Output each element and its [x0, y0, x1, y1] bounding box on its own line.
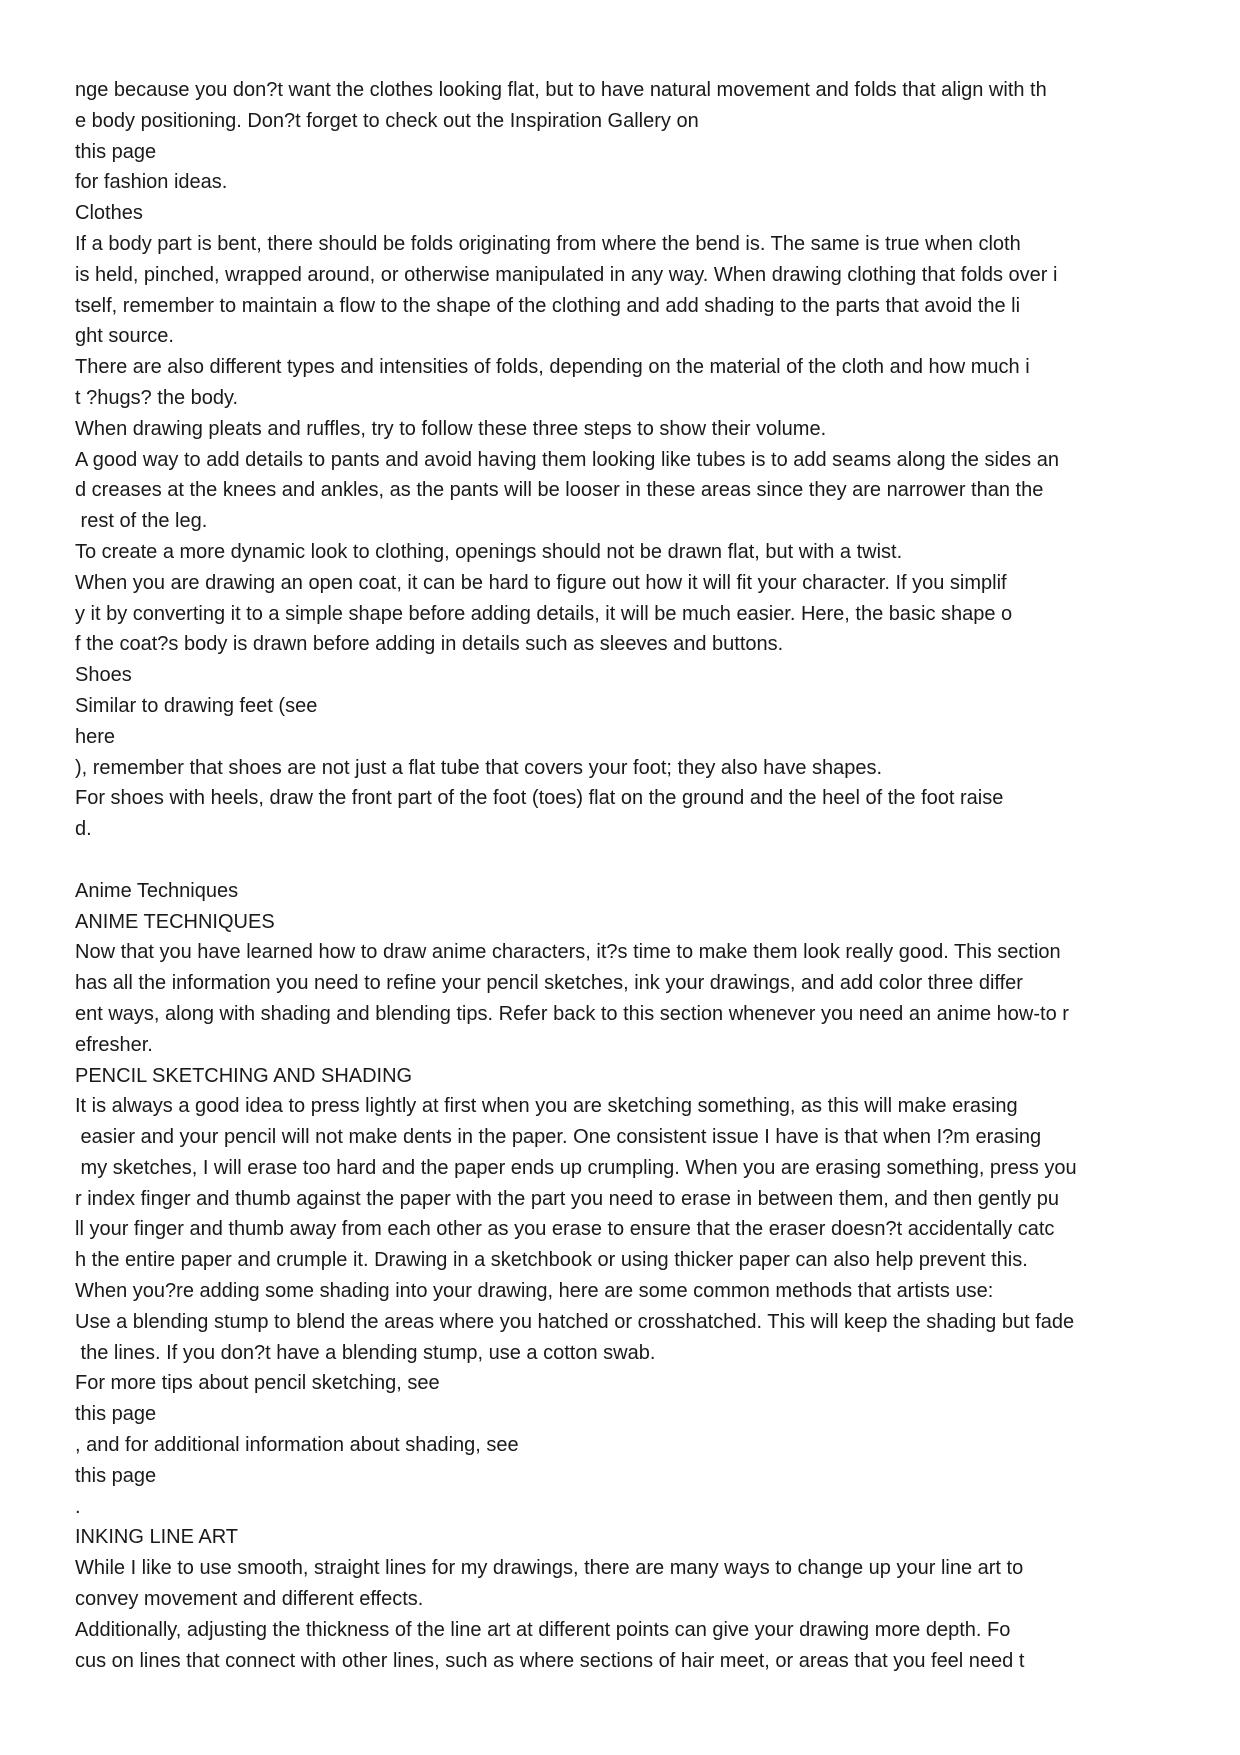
text-line: For shoes with heels, draw the front part of the foot (toes) flat on the ground and the heel of the foot raise	[75, 787, 1004, 810]
section-heading-inking-line-art: INKING LINE ART	[75, 1526, 239, 1549]
text-line: ent ways, along with shading and blending tips. Refer back to this section whenever you need an anime how-to r	[75, 1002, 1069, 1025]
text-line: convey movement and different effects.	[75, 1588, 424, 1611]
text-line: has all the information you need to refine your pencil sketches, ink your drawings, and add color three differ	[75, 972, 1023, 995]
text-line: , and for additional information about shading, see	[75, 1434, 519, 1457]
text-line: Now that you have learned how to draw anime characters, it?s time to make them look really good. This section	[75, 941, 1061, 964]
text-line: is held, pinched, wrapped around, or otherwise manipulated in any way. When drawing clothing that folds over i	[75, 263, 1058, 286]
link-text[interactable]: this page	[75, 140, 157, 163]
text-line: d.	[75, 818, 92, 841]
text-line: for fashion ideas.	[75, 171, 228, 194]
text-line: efresher.	[75, 1033, 153, 1056]
text-line: While I like to use smooth, straight lines for my drawings, there are many ways to change up your line art to	[75, 1557, 1024, 1580]
text-line: There are also different types and intensities of folds, depending on the material of the cloth and how much i	[75, 356, 1030, 379]
text-line: ll your finger and thumb away from each other as you erase to ensure that the eraser doesn?t accidentally catc	[75, 1218, 1055, 1241]
text-line: t ?hugs? the body.	[75, 386, 239, 409]
text-line: easier and your pencil will not make dents in the paper. One consistent issue I have is that when I?m erasing	[75, 1126, 1042, 1149]
text-line: When you?re adding some shading into your drawing, here are some common methods that artists use:	[75, 1280, 994, 1303]
text-line: f the coat?s body is drawn before adding in details such as sleeves and buttons.	[75, 633, 784, 656]
text-line: rest of the leg.	[75, 510, 208, 533]
text-line: the lines. If you don?t have a blending stump, use a cotton swab.	[75, 1341, 656, 1364]
text-line: For more tips about pencil sketching, see	[75, 1372, 440, 1395]
text-line: .	[75, 1495, 81, 1518]
text-line: Similar to drawing feet (see	[75, 694, 318, 717]
text-line: y it by converting it to a simple shape before adding details, it will be much easier. Here, the basic shape o	[75, 602, 1013, 625]
text-line: nge because you don?t want the clothes looking flat, but to have natural movement and folds that align with th	[75, 79, 1047, 101]
blank-line	[75, 845, 1175, 876]
section-heading-shoes: Shoes	[75, 664, 132, 687]
link-text[interactable]: here	[75, 725, 116, 748]
text-line: ), remember that shoes are not just a flat tube that covers your foot; they also have shapes.	[75, 756, 883, 779]
text-line: Additionally, adjusting the thickness of the line art at different points can give your drawing more depth. Fo	[75, 1618, 1011, 1641]
text-line: Use a blending stump to blend the areas where you hatched or crosshatched. This will keep the shading but fade	[75, 1310, 1075, 1333]
text-line: tself, remember to maintain a flow to the shape of the clothing and add shading to the parts that avoid the li	[75, 294, 1021, 317]
text-line: It is always a good idea to press lightly at first when you are sketching something, as this will make erasing	[75, 1095, 1018, 1118]
text-line: cus on lines that connect with other lines, such as where sections of hair meet, or areas that you feel need t	[75, 1649, 1025, 1672]
link-text[interactable]: this page	[75, 1403, 157, 1426]
document-body	[75, 75, 1175, 1676]
text-line: ght source.	[75, 325, 174, 348]
text-line: e body positioning. Don?t forget to check out the Inspiration Gallery on	[75, 109, 699, 132]
text-line: r index finger and thumb against the paper with the part you need to erase in between them, and then gently pu	[75, 1187, 1059, 1210]
text-line: To create a more dynamic look to clothing, openings should not be drawn flat, but with a twist.	[75, 540, 903, 563]
section-heading-clothes: Clothes	[75, 202, 143, 225]
text-line: h the entire paper and crumple it. Drawing in a sketchbook or using thicker paper can also help prevent this.	[75, 1249, 1028, 1272]
text-line: A good way to add details to pants and avoid having them looking like tubes is to add seams along the sides an	[75, 448, 1059, 471]
chapter-title: Anime Techniques	[75, 879, 239, 902]
link-text[interactable]: this page	[75, 1464, 157, 1487]
text-line: d creases at the knees and ankles, as the pants will be looser in these areas since they are narrower than the	[75, 479, 1044, 502]
text-line: my sketches, I will erase too hard and the paper ends up crumpling. When you are erasing something, press you	[75, 1156, 1077, 1179]
text-line: When drawing pleats and ruffles, try to follow these three steps to show their volume.	[75, 417, 827, 440]
chapter-heading: ANIME TECHNIQUES	[75, 910, 275, 933]
text-line: If a body part is bent, there should be folds originating from where the bend is. The same is true when cloth	[75, 232, 1021, 255]
text-line: When you are drawing an open coat, it can be hard to figure out how it will fit your character. If you simplif	[75, 571, 1007, 594]
section-heading-pencil-sketching: PENCIL SKETCHING AND SHADING	[75, 1064, 413, 1087]
